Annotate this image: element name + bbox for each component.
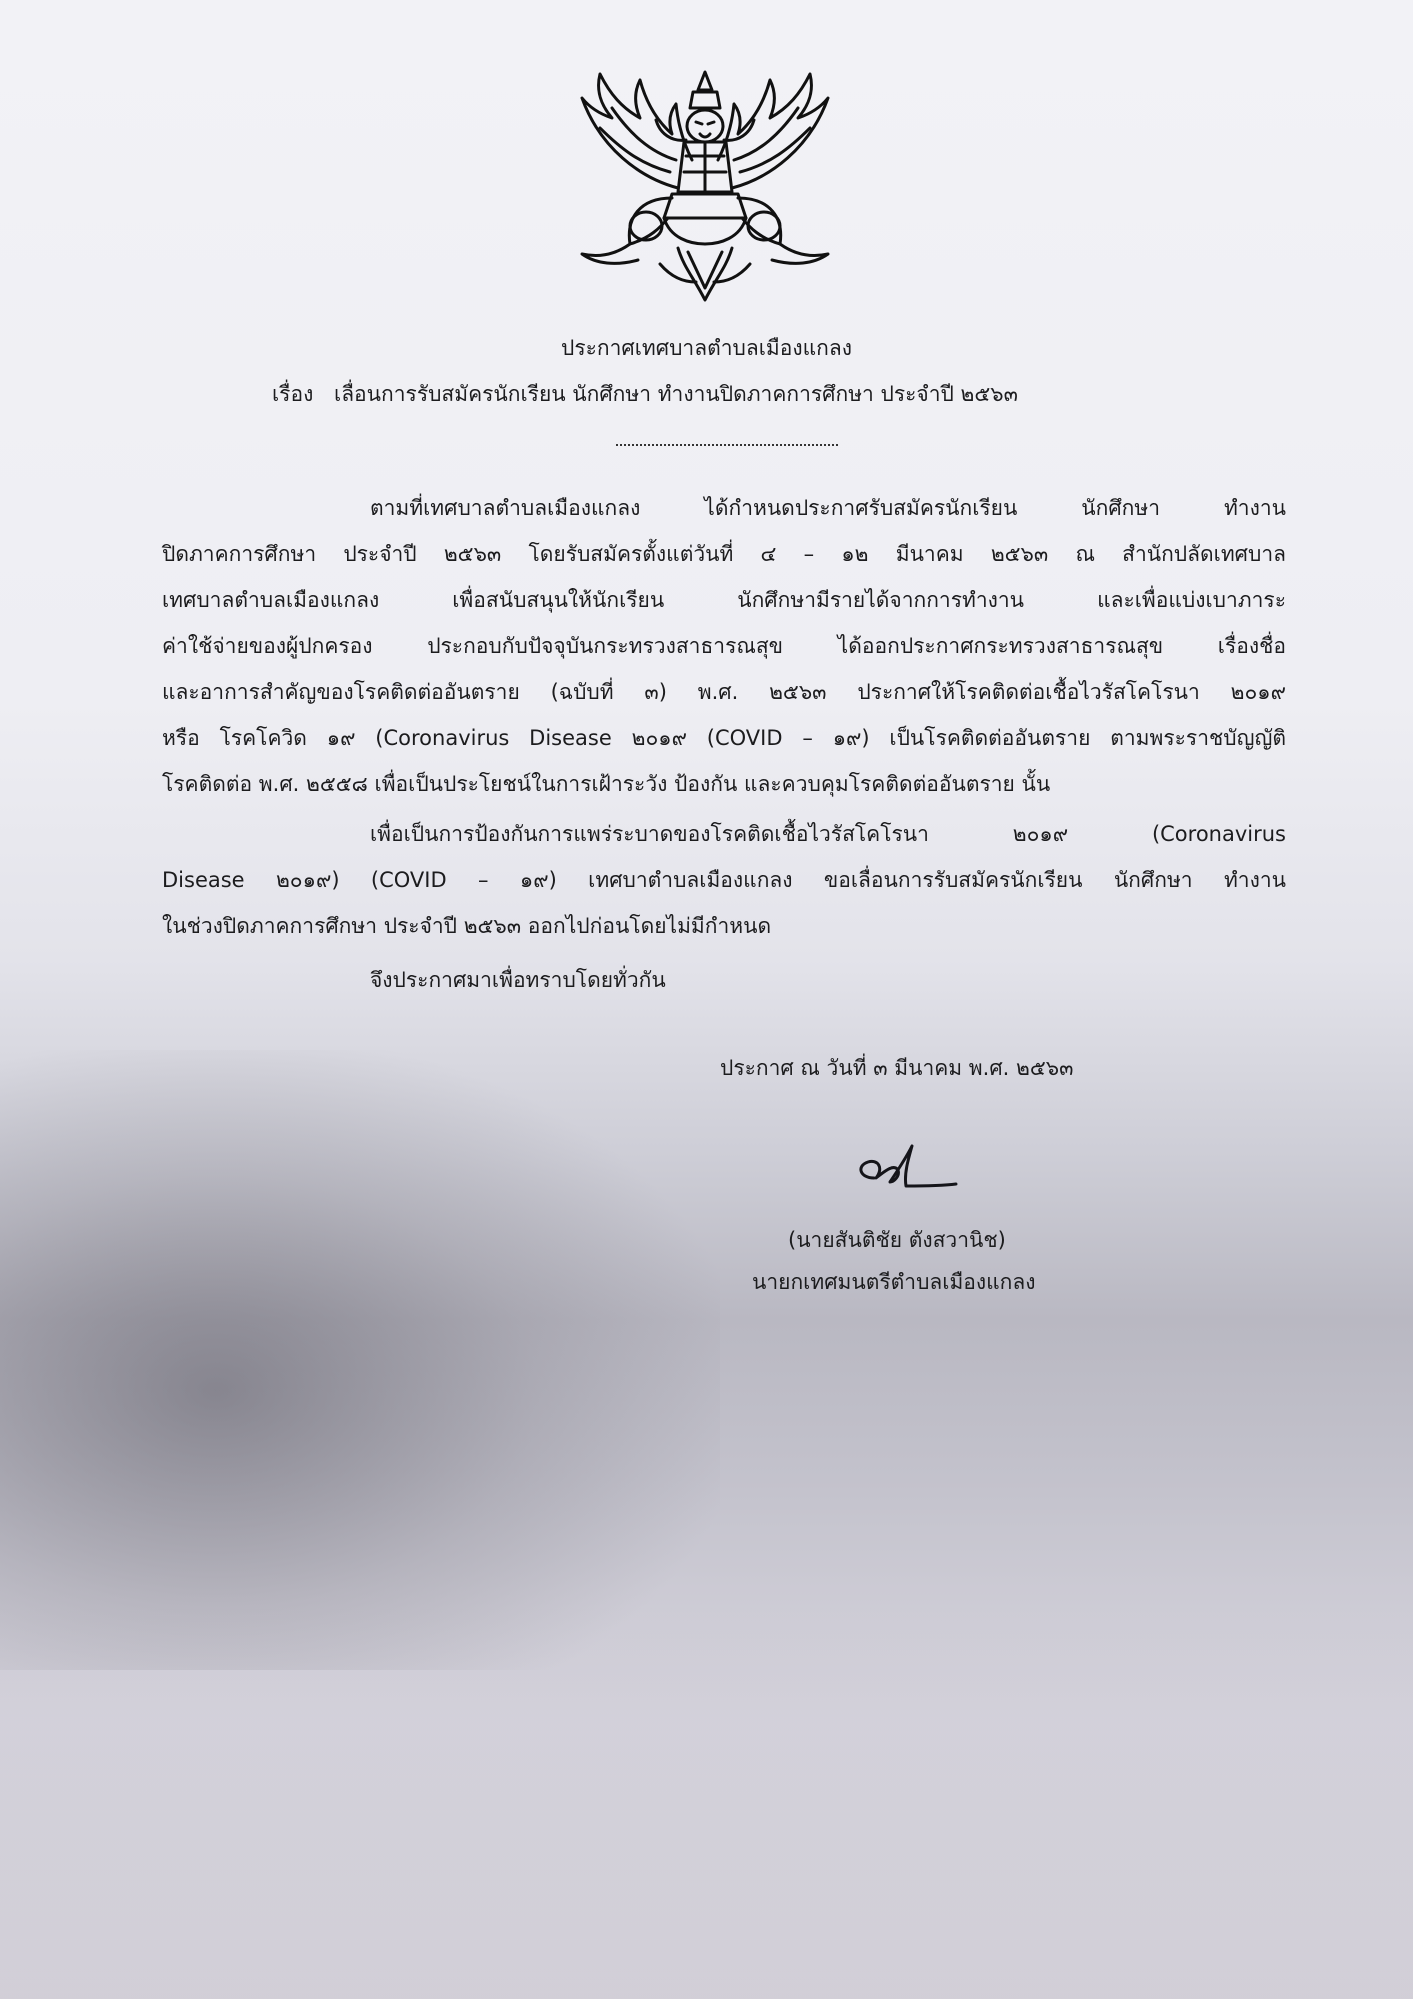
paragraph-1-line-2: ปิดภาคการศึกษา ประจำปี ๒๕๖๓ โดยรับสมัครตั้งแต่วันที่ ๔ – ๑๒ มีนาคม ๒๕๖๓ ณ สำนักปลัดเทศบาล	[162, 542, 1286, 566]
paragraph-1-line-7: โรคติดต่อ พ.ศ. ๒๕๕๘ เพื่อเป็นประโยชน์ในการเฝ้าระวัง ป้องกัน และควบคุมโรคติดต่ออันตราย นั้น	[162, 772, 1051, 796]
subject-text: เลื่อนการรับสมัครนักเรียน นักศึกษา ทำงานปิดภาคการศึกษา ประจำปี ๒๕๖๓	[334, 382, 1018, 406]
closing-line: จึงประกาศมาเพื่อทราบโดยทั่วกัน	[370, 968, 666, 992]
paragraph-2-line-2: Disease ๒๐๑๙) (COVID – ๑๙) เทศบาตำบลเมืองแกลง ขอเลื่อนการรับสมัครนักเรียน นักศึกษา ทำงาน	[162, 868, 1286, 892]
document-title: ประกาศเทศบาลตำบลเมืองแกลง	[561, 336, 852, 360]
photo-shadow-bottom	[0, 1600, 1413, 1999]
announcement-date: ประกาศ ณ วันที่ ๓ มีนาคม พ.ศ. ๒๕๖๓	[720, 1056, 1074, 1080]
signer-name: (นายสันติชัย ตังสวานิช)	[788, 1228, 1006, 1252]
paragraph-1-line-4: ค่าใช้จ่ายของผู้ปกครอง ประกอบกับปัจจุบันกระทรวงสาธารณสุข ได้ออกประกาศกระทรวงสาธารณสุข เรื่องชื่อ	[162, 634, 1286, 658]
paragraph-1-line-5: และอาการสำคัญของโรคติดต่ออันตราย (ฉบับที่ ๓) พ.ศ. ๒๕๖๓ ประกาศให้โรคติดต่อเชื้อไวรัสโคโรนา ๒๐๑๙	[162, 680, 1286, 704]
signer-position: นายกเทศมนตรีตำบลเมืองแกลง	[752, 1270, 1036, 1294]
photo-shadow	[0, 1050, 720, 1670]
paragraph-2-line-3: ในช่วงปิดภาคการศึกษา ประจำปี ๒๕๖๓ ออกไปก่อนโดยไม่มีกำหนด	[162, 914, 772, 938]
paragraph-1-line-6: หรือ โรคโควิด ๑๙ (Coronavirus Disease ๒๐๑๙ (COVID – ๑๙) เป็นโรคติดต่ออันตราย ตามพระราชบัญญัติ	[162, 726, 1286, 750]
subject-label: เรื่อง	[272, 382, 314, 406]
separator-dotted-line	[616, 444, 838, 446]
paragraph-1-line-1: ตามที่เทศบาลตำบลเมืองแกลง ได้กำหนดประกาศรับสมัครนักเรียน นักศึกษา ทำงาน	[370, 496, 1286, 520]
signature-icon	[850, 1140, 960, 1200]
paragraph-1-line-3: เทศบาลตำบลเมืองแกลง เพื่อสนับสนุนให้นักเรียน นักศึกษามีรายได้จากการทำงาน และเพื่อแบ่งเบาภาระ	[162, 588, 1286, 612]
paragraph-2-line-1: เพื่อเป็นการป้องกันการแพร่ระบาดของโรคติดเชื้อไวรัสโคโรนา ๒๐๑๙ (Coronavirus	[370, 822, 1286, 846]
subject-line	[272, 380, 1018, 408]
garuda-emblem-icon	[560, 68, 850, 318]
